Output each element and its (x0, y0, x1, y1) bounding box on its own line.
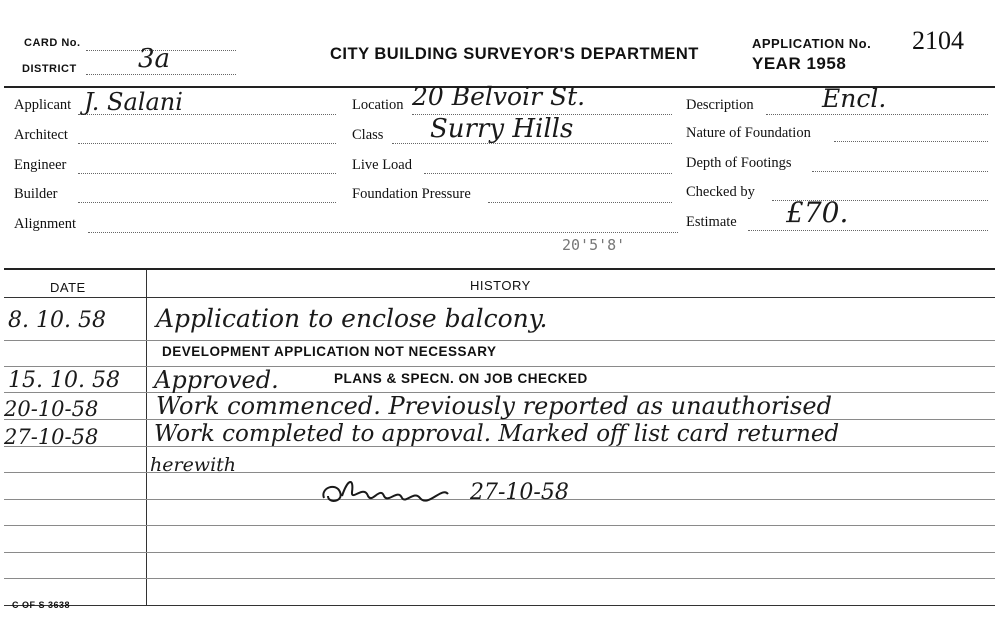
architect-label: Architect (14, 127, 68, 143)
estimate-value: £70. (786, 196, 849, 229)
card-no-label: CARD No. (24, 37, 81, 49)
row-line (4, 366, 995, 367)
row-line (4, 552, 995, 553)
history-header-divider (4, 297, 995, 298)
history-text-4: Work commenced. Previously reported as unauthorised (156, 392, 832, 420)
depth-footings-line (812, 171, 988, 172)
history-date-signature: 27-10-58 (470, 480, 569, 505)
live-load-line (424, 173, 672, 174)
location-label: Location (352, 97, 404, 113)
date-column-header: DATE (50, 280, 86, 295)
application-number: 2104 (912, 26, 964, 55)
alignment-line (88, 232, 678, 233)
row-line (4, 605, 995, 606)
history-text-2: DEVELOPMENT APPLICATION NOT NECESSARY (162, 344, 497, 359)
year-label: YEAR 1958 (752, 54, 847, 73)
alignment-label: Alignment (14, 216, 77, 232)
class-value: Surry Hills (430, 114, 574, 144)
history-date-5: 27-10-58 (4, 425, 99, 449)
stamp-number: 20'5'8' (562, 236, 626, 254)
row-line (4, 340, 995, 341)
architect-line (78, 143, 336, 144)
description-value: Encl. (822, 84, 887, 113)
builder-line (78, 202, 336, 203)
row-line (4, 578, 995, 579)
district-line (86, 74, 236, 75)
applicant-value: J. Salani (84, 88, 183, 116)
date-column-divider (146, 270, 147, 605)
description-line (766, 114, 988, 115)
nature-foundation-label: Nature of Foundation (686, 125, 811, 141)
department-title: CITY BUILDING SURVEYOR'S DEPARTMENT (330, 45, 699, 63)
estimate-line (748, 230, 988, 231)
builder-label: Builder (14, 186, 58, 202)
location-value: 20 Belvoir St. (412, 82, 586, 111)
history-text-3: Approved. (154, 366, 279, 394)
depth-footings-label: Depth of Footings (686, 155, 792, 171)
engineer-label: Engineer (14, 157, 67, 173)
inspector-signature (318, 474, 463, 510)
district-label: DISTRICT (22, 63, 77, 75)
engineer-line (78, 173, 336, 174)
history-typed-3: PLANS & SPECN. ON JOB CHECKED (334, 371, 588, 386)
checked-by-label: Checked by (686, 184, 755, 200)
history-column-header: HISTORY (470, 278, 531, 293)
history-date-1: 8. 10. 58 (8, 308, 106, 333)
history-top-border (4, 268, 995, 270)
history-date-3: 15. 10. 58 (8, 368, 120, 393)
district-value: 3a (138, 44, 171, 74)
history-text-5: Work completed to approval. Marked off list card returned (154, 421, 840, 447)
row-line (4, 525, 995, 526)
application-label: APPLICATION No. (752, 36, 872, 51)
history-date-4: 20-10-58 (4, 397, 99, 421)
description-label: Description (686, 97, 754, 113)
estimate-label: Estimate (686, 214, 737, 230)
class-label: Class (352, 127, 384, 143)
form-code: C OF S 3638 (12, 600, 71, 610)
history-text-6: herewith (150, 454, 237, 476)
foundation-pressure-line (488, 202, 672, 203)
history-text-1: Application to enclose balcony. (156, 304, 548, 333)
live-load-label: Live Load (352, 157, 412, 173)
foundation-pressure-label: Foundation Pressure (352, 186, 471, 202)
nature-foundation-line (834, 141, 988, 142)
applicant-label: Applicant (14, 97, 72, 113)
